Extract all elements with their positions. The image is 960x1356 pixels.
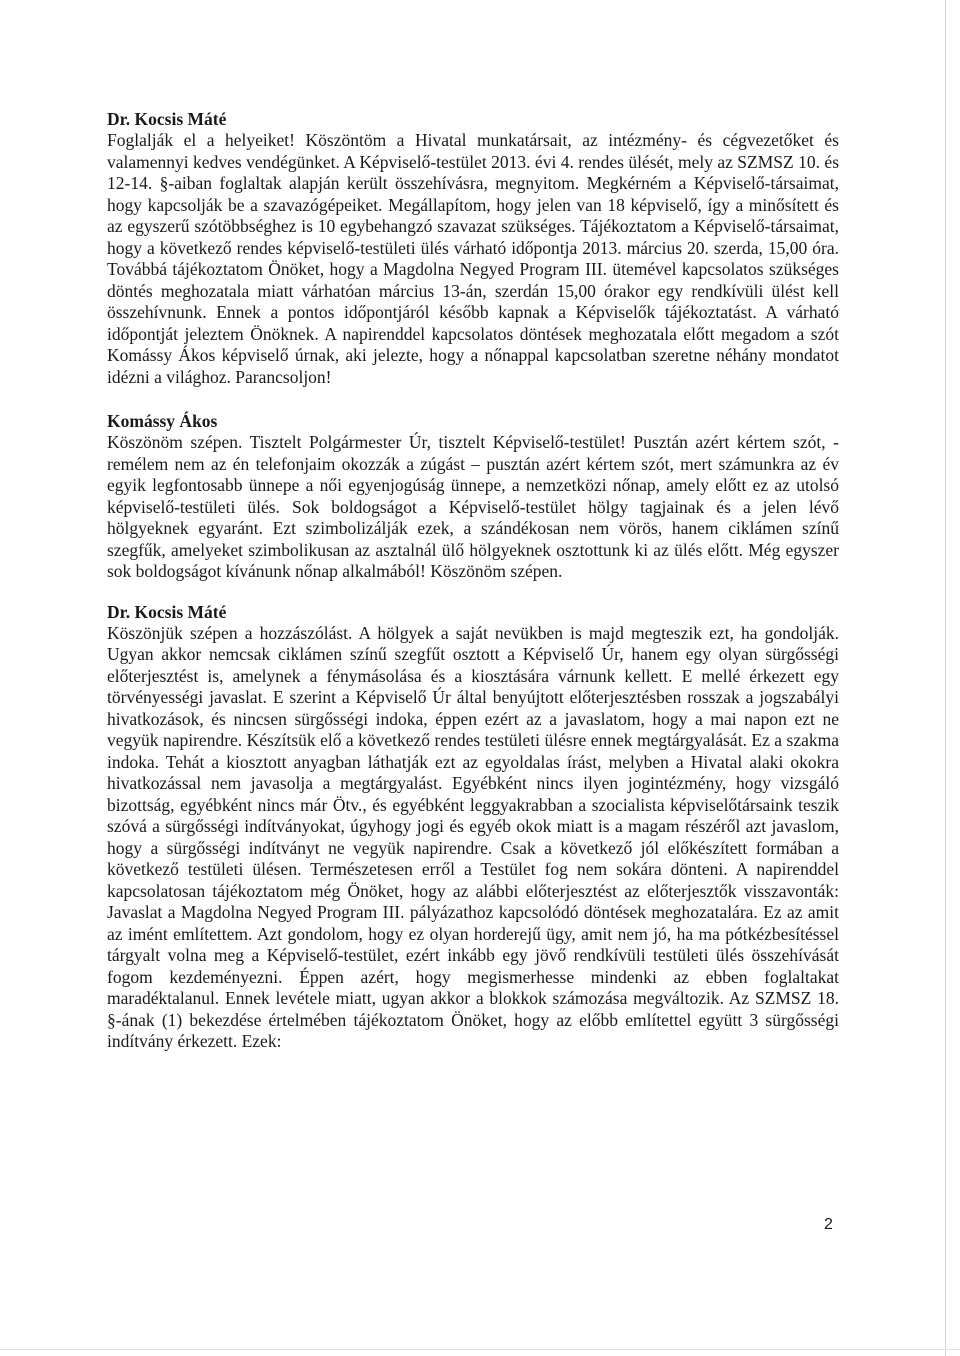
speech-block-3 (107, 601, 839, 1053)
speech-text: Köszönjük szépen a hozzászólást. A hölgyek a saját nevükben is majd megteszik ezt, ha gondolják. Ugyan akkor nemcsak ciklámen színű szegfűt osztott a Képviselő Úr, hanem egy olyan sürgősségi előterjesztést is, amelynek a fénymásolása és a kiosztására várnunk kellett. E mellé érkezett egy törvényességi javaslat. E szerint a Képviselő Úr által benyújtott előterjesztésben rosszak a jogszabályi hivatkozások, és nincsen sürgősségi indoka, éppen ezért az a javaslatom, hogy a mai napon ezt ne vegyük napirendre. Készítsük elő a következő rendes testületi ülésre ennek megtárgyalását. Ez a szakma indoka. Tehát a kiosztott anyagban láthatják ezt az egyoldalas írást, melyben a Hivatal alaki okokra hivatkozással nem javasolja a megtárgyalást. Egyébként nincs ilyen jogintézmény, hogy vizsgáló bizottság, egyébként nincs már Ötv., és egyébként leggyakrabban a szocialista képviselőtársaink teszik szóvá a sürgősségi indítványokat, úgyhogy jogi és egyéb okok miatt is a magam részéről azt javaslom, hogy a sürgősségi indítványt ne vegyük napirendre. Csak a következő jól előkészített formában a következő testületi ülésen. Természetesen erről a Testület fog nem sokára dönteni. A napirenddel kapcsolatosan tájékoztatom még Önöket, hogy az alábbi előterjesztést az előterjesztők visszavonták: Javaslat a Magdolna Negyed Program III. pályázathoz kapcsolódó döntések meghozatalára. Ez az amit az imént említettem. Azt gondolom, hogy ez olyan horderejű ügy, amit nem jó, ha ma pótkézbesítéssel tárgyalt volna meg a Képviselő-testület, ezért inkább egy jövő rendkívüli testületi ülés összehívását fogom kezdeményezni. Éppen azért, hogy megismerhesse mindenki az ebben foglaltakat maradéktalanul. Ennek levétele miatt, ugyan akkor a blokkok számozása megváltozik. Az SZMSZ 18. §-ának (1) bekezdése értelmében tájékoztatom Önöket, hogy az előbb említettel együtt 3 sürgősségi indítvány érkezett. Ezek: (107, 622, 839, 1051)
speaker-name: Dr. Kocsis Máté (107, 601, 227, 622)
speaker-name: Dr. Kocsis Máté (107, 109, 227, 129)
speech-block-1 (107, 108, 839, 388)
speech-text: Köszönöm szépen. Tisztelt Polgármester Úr, tisztelt Képviselő-testület! Pusztán azért kértem szót, - remélem nem az én telefonjaim okozzák a zúgást – pusztán azért kértem szót, mert számunkra az év egyik legfontosabb ünnepe a női egyenjogúság ünnepe, a nemzetközi nőnap, amely előtt ez az utolsó képviselő-testületi ülés. Sok boldogságot a Képviselő-testület hölgy tagjainak és a jelen lévő hölgyeknek egyaránt. Ezt szimbolizálják ezek, a szándékosan nem vörös, hanem ciklámen színű szegfűk, amelyeket szimbolikusan az asztalnál ülő hölgyeknek osztottunk ki az ülés előtt. Még egyszer sok boldogságot kívánunk nőnap alkalmából! Köszönöm szépen. (107, 432, 839, 581)
speaker-name: Komássy Ákos (107, 411, 218, 431)
scan-edge-right (945, 0, 946, 1356)
scan-edge-bottom (0, 1349, 960, 1350)
speech-block-2 (107, 410, 839, 583)
page-number: 2 (824, 1216, 833, 1233)
transcript-body (107, 108, 839, 1075)
speech-text: Foglalják el a helyeiket! Köszöntöm a Hivatal munkatársait, az intézmény- és cégvezetőket és valamennyi kedves vendégünket. A Képviselő-testület 2013. évi 4. rendes ülését, mely az SZMSZ 10. és 12-14. §-aiban foglaltak alapján került összehívásra, megnyitom. Megkérném a Képviselő-társaimat, hogy kapcsolják be a szavazógépeiket. Megállapítom, hogy jelen van 18 képviselő, így a minősített és az egyszerű szótöbbséghez is 10 egybehangzó szavazat szükséges. Tájékoztatom a Képviselő-társaimat, hogy a következő rendes képviselő-testületi ülés várható időpontja 2013. március 20. szerda, 15,00 óra. Továbbá tájékoztatom Önöket, hogy a Magdolna Negyed Program III. ütemével kapcsolatos szükséges döntés meghozatala miatt várhatóan március 13-án, szerdán 15,00 órakor egy rendkívüli ülést kell összehívnunk. Ennek a pontos időpontjáról később kapnak a Képviselők tájékoztatást. A várható időpontját jeleztem Önöknek. A napirenddel kapcsolatos döntések meghozatala előtt megadom a szót Komássy Ákos képviselő úrnak, aki jelezte, hogy a nőnappal kapcsolatban szeretne néhány mondatot idézni a világhoz. Parancsoljon! (107, 130, 839, 387)
